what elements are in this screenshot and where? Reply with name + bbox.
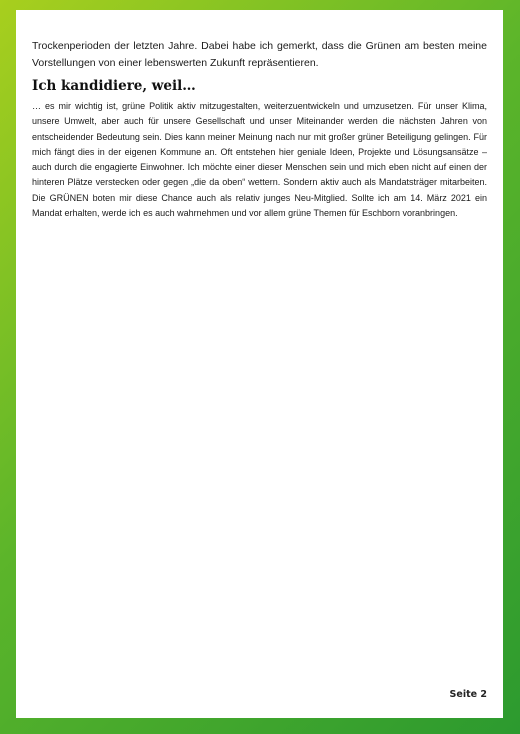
body-paragraph: … es mir wichtig ist, grüne Politik aktiv mitzugestalten, weiterzuentwickeln und umzusetzen. Für unser Klima, unsere Umwelt, aber auch für unsere Gesellschaft und unser Miteinander werden die nächsten Jahren von entscheidender Bedeutung sein. Dies kann meiner Meinung nach nur mit großer grüner Beteiligung gelingen. Für mich fängt dies in der eigenen Kommune an. Oft entstehen hier geniale Ideen, Projekte und Lösungsansätze – auch durch die engagierte Einwohner. Ich möchte einer dieser Menschen sein und mich eben nicht auf einen der hinteren Plätze verstecken oder gegen „die da oben“ wettern. Sondern aktiv auch als Mandatsträger mitarbeiten. Die GRÜNEN boten mir diese Chance auch als relativ junges Neu-Mitglied. Sollte ich am 14. März 2021 ein Mandat erhalten, werde ich es auch wahrnehmen und vor allem grüne Themen für Eschborn voranbringen. — [32, 101, 487, 219]
intro-paragraph: Trockenperioden der letzten Jahre. Dabei habe ich gemerkt, dass die Grünen am besten meine Vorstellungen von einer lebenswerten Zukunft repräsentieren. — [32, 40, 487, 69]
document-page — [16, 10, 503, 718]
page-number: Seite 2 — [449, 689, 487, 700]
section-heading: Ich kandidiere, weil… — [32, 78, 196, 94]
